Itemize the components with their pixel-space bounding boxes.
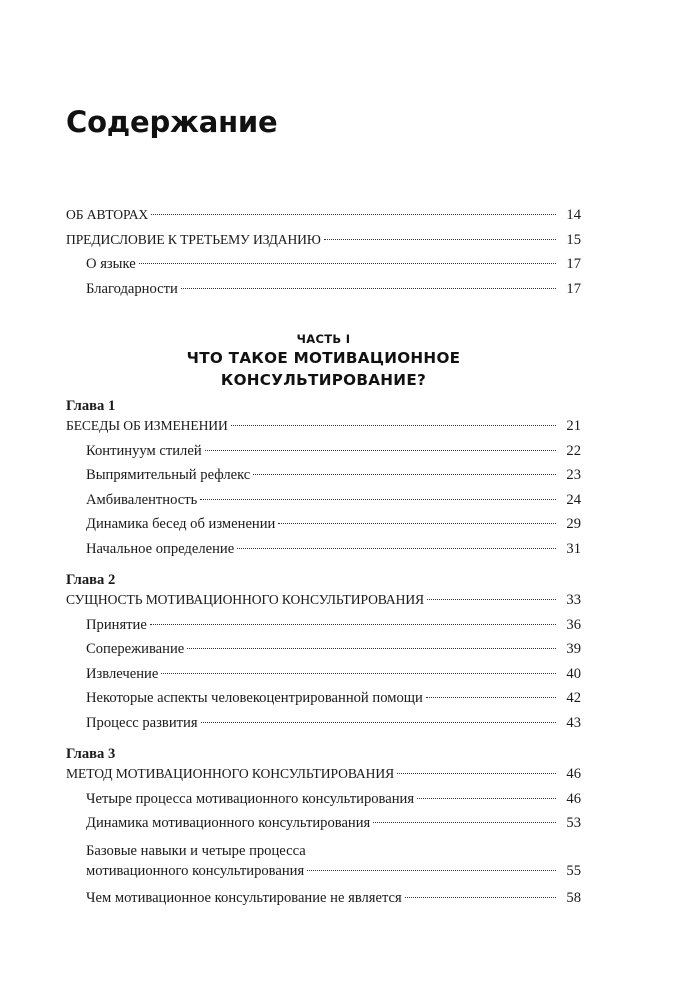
toc-entry-title: Извлечение <box>86 665 159 682</box>
toc-entry-title: Чем мотивационное консультирование не является <box>86 889 402 906</box>
toc-subentry[interactable] <box>66 665 581 690</box>
dot-leader <box>205 450 556 451</box>
toc-entry-title: Выпрямительный рефлекс <box>86 467 251 484</box>
dot-leader <box>150 624 556 625</box>
toc-entry-page: 58 <box>566 889 581 906</box>
dot-leader <box>278 523 556 524</box>
toc-subentry[interactable] <box>66 540 581 565</box>
toc-entry-title: Процесс развития <box>86 714 198 731</box>
toc-chapter-entry[interactable] <box>66 591 581 616</box>
dot-leader <box>201 722 556 723</box>
toc-entry-title: О языке <box>86 256 136 273</box>
dot-leader <box>181 288 556 289</box>
chapter-2 <box>66 571 581 739</box>
toc-entry-page: 43 <box>566 714 581 731</box>
dot-leader <box>373 822 556 823</box>
toc-entry-title: мотивационного консультирования <box>86 862 305 879</box>
toc-entry-page: 33 <box>566 592 581 608</box>
toc-chapter-entry[interactable] <box>66 765 581 790</box>
dot-leader <box>427 599 556 600</box>
toc-entry-title: МЕТОД МОТИВАЦИОННОГО КОНСУЛЬТИРОВАНИЯ <box>66 766 395 781</box>
page-title: Содержание <box>66 105 278 139</box>
dot-leader <box>253 474 556 475</box>
toc-entry-page: 17 <box>566 280 581 297</box>
dot-leader <box>200 499 556 500</box>
toc-subentry[interactable] <box>66 442 581 467</box>
toc-entry-page: 22 <box>566 442 581 459</box>
toc-subentry[interactable] <box>66 616 581 641</box>
toc-entry-title-line: Базовые навыки и четыре процесса <box>86 842 306 859</box>
chapter-label: Глава 1 <box>66 398 116 414</box>
dot-leader <box>237 548 556 549</box>
toc-entry-page: 53 <box>566 815 581 832</box>
dot-leader <box>151 214 556 215</box>
part-title-line: ЧТО ТАКОЕ МОТИВАЦИОННОЕ <box>186 349 461 367</box>
toc-entry-title: Сопереживание <box>86 641 185 658</box>
toc-entry-page: 36 <box>566 616 581 633</box>
toc-subentry[interactable] <box>66 814 581 839</box>
toc-entry-page: 14 <box>566 207 581 223</box>
toc-entry-page: 39 <box>566 641 581 658</box>
toc-subentry[interactable] <box>66 466 581 491</box>
dot-leader <box>307 870 556 871</box>
toc-entry-title: Благодарности <box>86 280 178 297</box>
toc-subentry[interactable] <box>66 790 581 815</box>
toc-entry-page: 46 <box>566 766 581 782</box>
toc-subentry[interactable] <box>66 839 581 889</box>
toc-entry[interactable] <box>66 206 581 231</box>
dot-leader <box>417 798 556 799</box>
toc-subentry[interactable] <box>66 689 581 714</box>
toc-entry-page: 31 <box>566 540 581 557</box>
toc-entry-page: 55 <box>566 862 581 879</box>
toc-entry-page: 42 <box>566 690 581 707</box>
chapter-3 <box>66 745 581 913</box>
toc-subentry[interactable] <box>66 491 581 516</box>
dot-leader <box>426 697 556 698</box>
chapter-1 <box>66 397 581 565</box>
toc-subentry[interactable] <box>66 889 581 914</box>
part-title-line: КОНСУЛЬТИРОВАНИЕ? <box>220 371 427 389</box>
toc-entry-page: 29 <box>566 516 581 533</box>
toc-entry-title: Континуум стилей <box>86 442 202 459</box>
dot-leader <box>161 673 556 674</box>
toc-subentry[interactable] <box>66 714 581 739</box>
toc-entry-title: ПРЕДИСЛОВИЕ К ТРЕТЬЕМУ ИЗДАНИЮ <box>66 231 321 247</box>
toc-entry-title: Некоторые аспекты человекоцентрированной помощи <box>86 690 423 707</box>
toc-chapter-entry[interactable] <box>66 417 581 442</box>
toc-entry-page: 46 <box>566 790 581 807</box>
toc-entry-title: ОБ АВТОРАХ <box>66 207 149 222</box>
toc-entry-title: Четыре процесса мотивационного консультирования <box>86 790 415 807</box>
toc-entry-title: СУЩНОСТЬ МОТИВАЦИОННОГО КОНСУЛЬТИРОВАНИЯ <box>66 592 425 607</box>
toc-entry-title: Принятие <box>86 616 147 633</box>
toc-subentry[interactable] <box>66 280 581 305</box>
toc-entry-page: 15 <box>566 231 581 248</box>
toc-entry-page: 17 <box>566 256 581 273</box>
part-label: ЧАСТЬ I <box>296 332 351 346</box>
toc-subentry[interactable] <box>66 640 581 665</box>
toc-entry-page: 40 <box>566 665 581 682</box>
toc-entry-page: 24 <box>566 491 581 508</box>
front-matter-list <box>66 206 581 304</box>
toc-entry[interactable] <box>66 231 581 256</box>
toc-entry-title: Амбивалентность <box>86 491 198 508</box>
chapter-label: Глава 2 <box>66 572 116 588</box>
toc-entry-last-line <box>86 861 581 889</box>
dot-leader <box>139 263 556 264</box>
toc-entry-page: 23 <box>566 467 581 484</box>
toc-entry-title: Начальное определение <box>86 540 235 557</box>
chapter-label: Глава 3 <box>66 746 116 762</box>
dot-leader <box>397 773 556 774</box>
toc-entry-page: 21 <box>566 418 581 434</box>
toc-subentry[interactable] <box>66 515 581 540</box>
toc-entry-title: Динамика мотивационного консультирования <box>86 815 371 832</box>
dot-leader <box>187 648 556 649</box>
part-heading <box>66 331 581 391</box>
toc-entry-title: БЕСЕДЫ ОБ ИЗМЕНЕНИИ <box>66 418 228 433</box>
toc-subentry[interactable] <box>66 255 581 280</box>
dot-leader <box>324 239 556 240</box>
toc-entry-title: Динамика бесед об изменении <box>86 516 276 533</box>
dot-leader <box>231 425 556 426</box>
dot-leader <box>405 897 556 898</box>
